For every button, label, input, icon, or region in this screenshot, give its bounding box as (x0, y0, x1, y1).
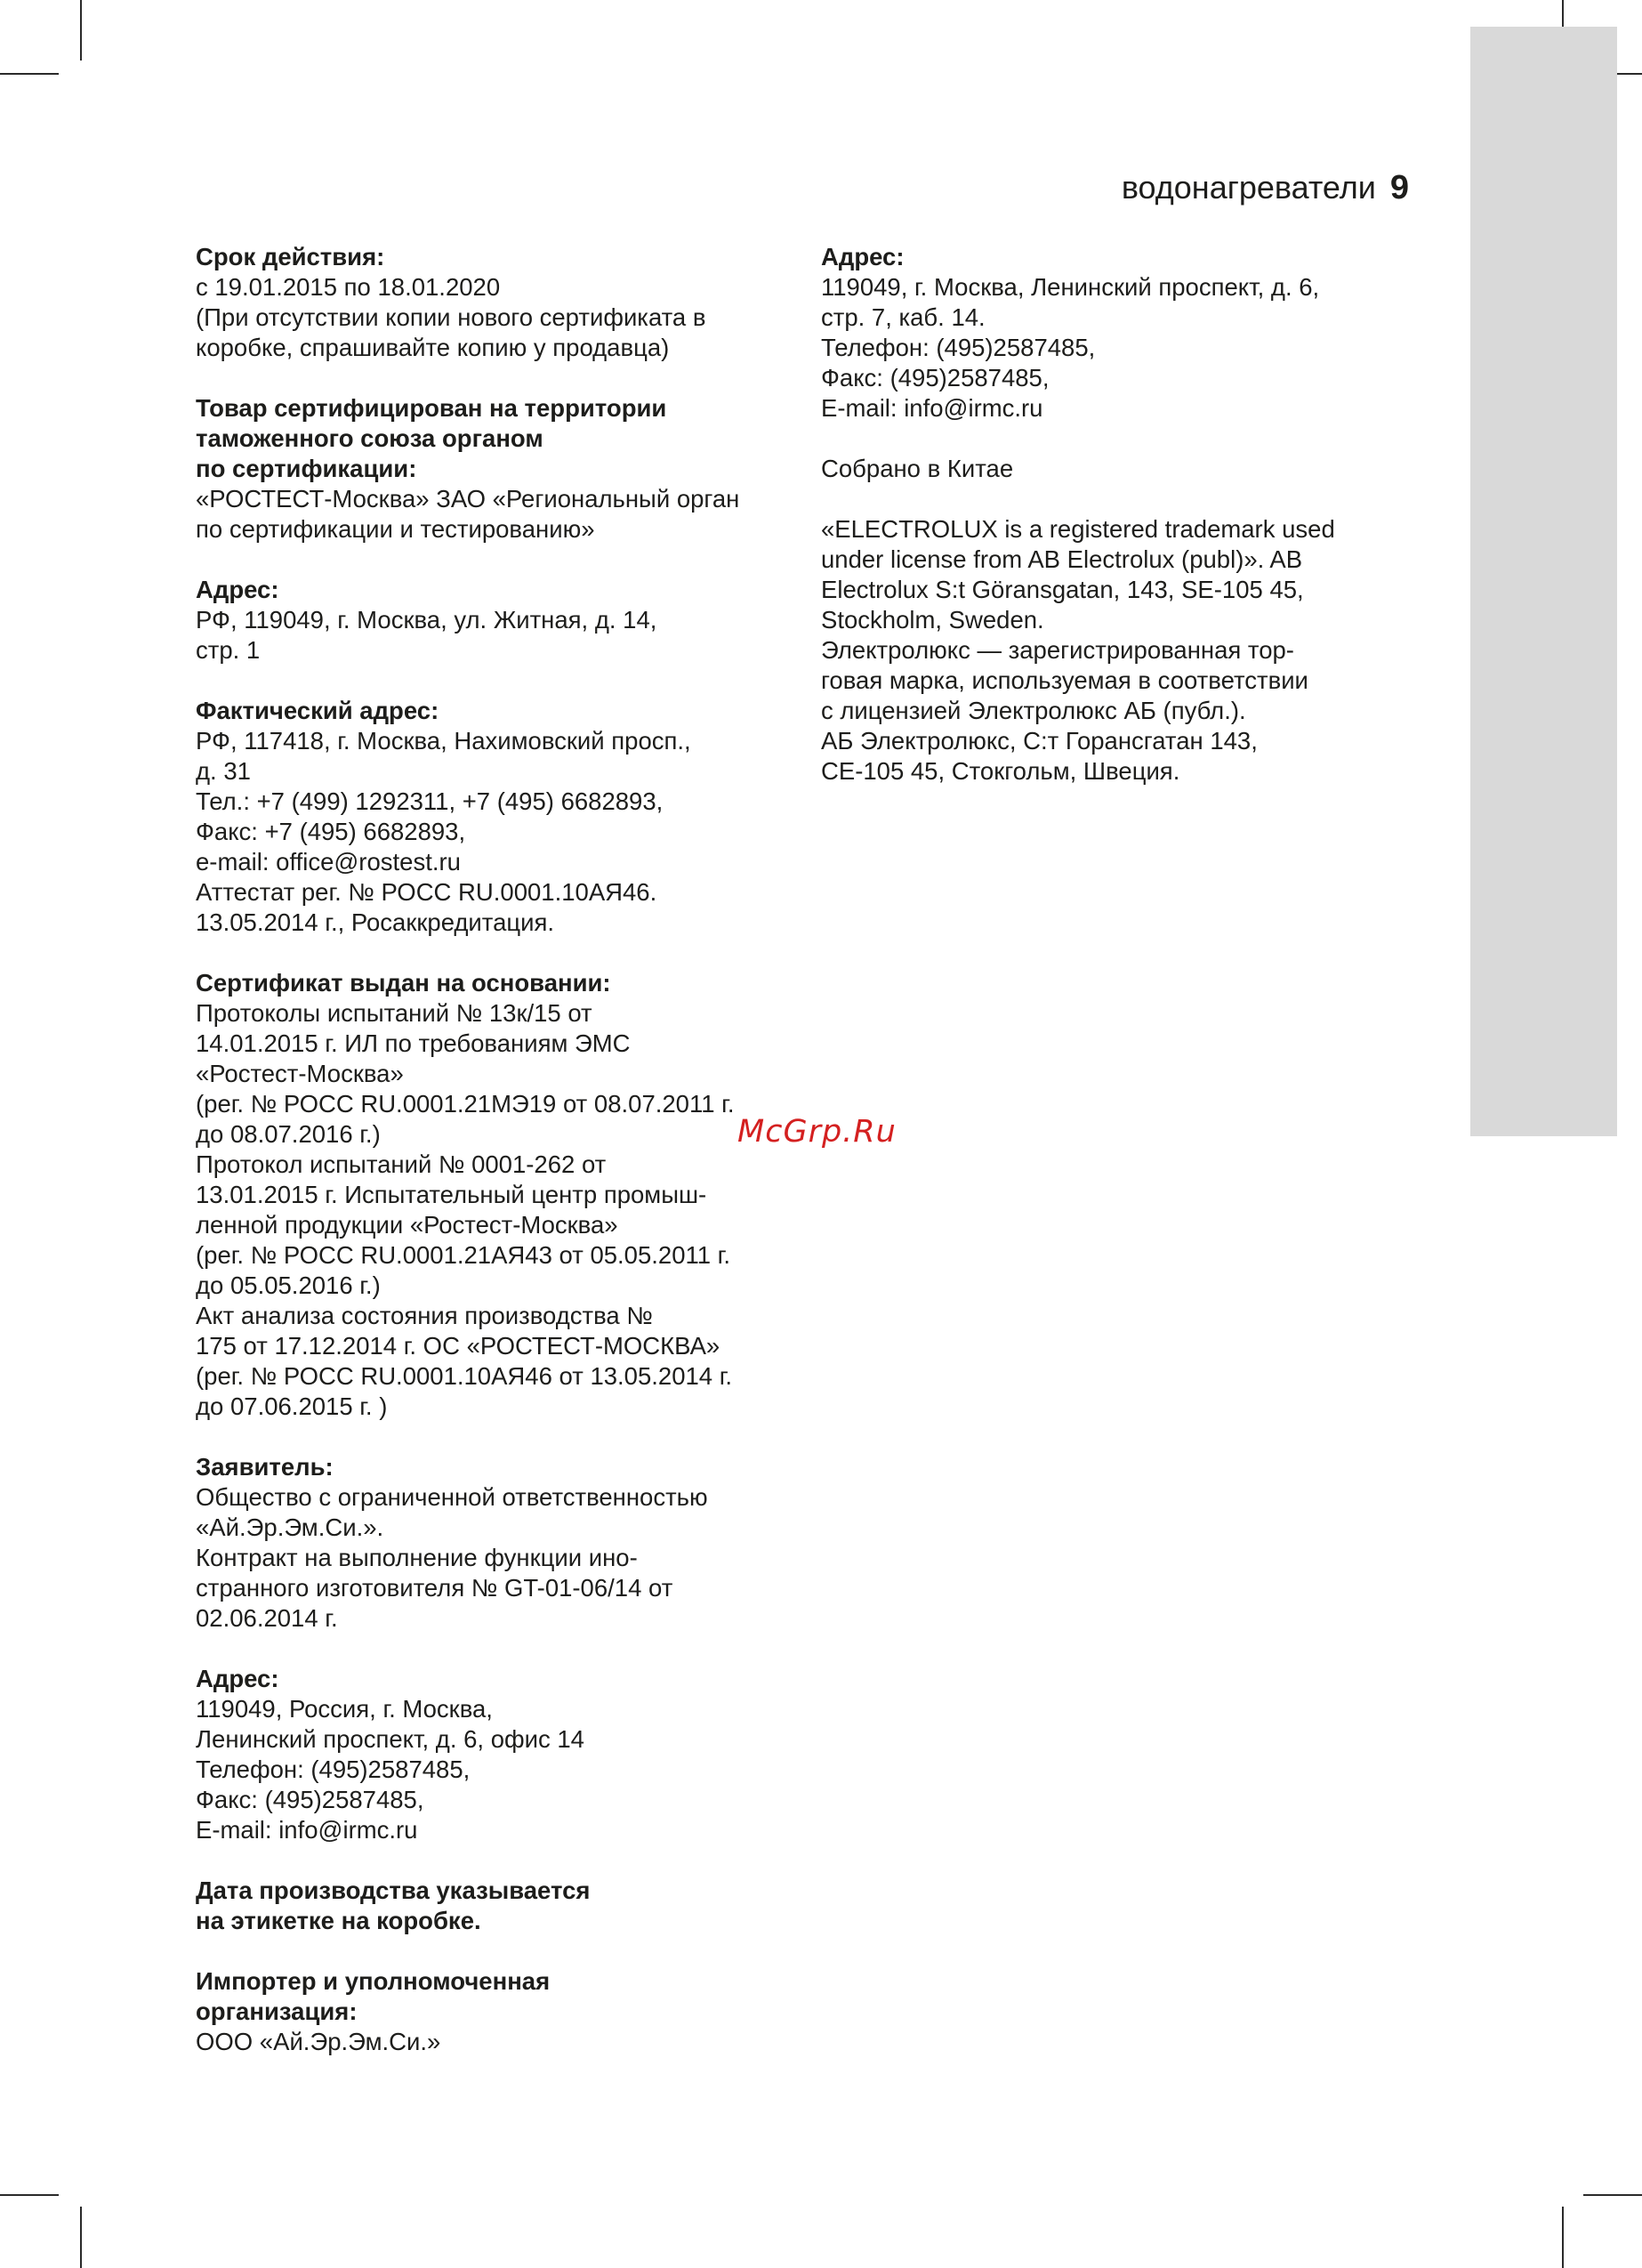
body-text-line: «Ай.Эр.Эм.Си.». (196, 1513, 384, 1541)
text-section (196, 242, 801, 363)
body-text-line: с 19.01.2015 по 18.01.2020 (196, 273, 501, 301)
body-text-line: Телефон: (495)2587485, (196, 1755, 471, 1783)
running-header (1122, 169, 1409, 207)
crop-mark (1562, 2207, 1564, 2268)
body-text-line: АБ Электролюкс, С:т Горансгатан 143, (821, 727, 1258, 755)
body-text-line: Факс: +7 (495) 6682893, (196, 818, 466, 845)
body-text-line: РФ, 119049, г. Москва, ул. Житная, д. 14, (196, 606, 657, 634)
body-text-line: Аттестат рег. № РОСС RU.0001.10АЯ46. (196, 878, 657, 906)
section-heading: Адрес: (821, 243, 905, 270)
text-section (196, 1664, 801, 1845)
body-text-line: СЕ-105 45, Стокгольм, Швеция. (821, 757, 1180, 785)
body-text-line: Общество с ограниченной ответственностью (196, 1483, 708, 1511)
body-text-line: Факс: (495)2587485, (821, 364, 1050, 391)
crop-mark (0, 73, 59, 75)
text-section (821, 514, 1390, 787)
body-text-line: коробке, спрашивайте копию у продавца) (196, 334, 670, 361)
body-text-line: E-mail: info@irmc.ru (821, 394, 1043, 422)
section-heading: на этикетке на коробке. (196, 1907, 481, 1934)
section-heading: Дата производства указывается (196, 1877, 591, 1904)
body-text-line: «ELECTROLUX is a registered trademark used (821, 515, 1335, 543)
watermark: McGrp.Ru (737, 1114, 897, 1150)
body-text-line: 14.01.2015 г. ИЛ по требованиям ЭМС (196, 1029, 631, 1057)
section-title: водонагреватели (1121, 169, 1376, 206)
body-text-line: стр. 7, каб. 14. (821, 303, 986, 331)
text-section (196, 393, 801, 545)
text-section (196, 696, 801, 938)
text-section (196, 1876, 801, 1936)
text-section (196, 968, 801, 1422)
body-text-line: ленной продукции «Ростест-Москва» (196, 1211, 618, 1239)
text-section (196, 1966, 801, 2057)
section-heading: Заявитель: (196, 1453, 334, 1481)
body-text-line: 13.01.2015 г. Испытательный центр промыш- (196, 1181, 707, 1208)
body-text-line: under license from AB Electrolux (publ)». AB (821, 545, 1303, 573)
body-text-line: Stockholm, Sweden. (821, 606, 1044, 634)
body-text-line: 13.05.2014 г., Росаккредитация. (196, 908, 555, 936)
body-text-line: «РОСТЕСТ-Москва» ЗАО «Региональный орган (196, 485, 740, 513)
crop-mark (0, 2194, 59, 2196)
body-text-line: E-mail: info@irmc.ru (196, 1816, 418, 1844)
body-text-line: Телефон: (495)2587485, (821, 334, 1096, 361)
page-number: 9 (1389, 169, 1409, 206)
body-text-line: (рег. № РОСС RU.0001.21АЯ43 от 05.05.2011 г. (196, 1241, 730, 1269)
crop-mark (80, 0, 82, 61)
body-text-line: «Ростест-Москва» (196, 1060, 404, 1087)
body-text-line: Факс: (495)2587485, (196, 1786, 424, 1813)
body-text-line: Акт анализа состояния производства № (196, 1302, 653, 1329)
body-text-line: ООО «Ай.Эр.Эм.Си.» (196, 2028, 441, 2055)
body-text-line: РФ, 117418, г. Москва, Нахимовский просп., (196, 727, 691, 755)
text-section (821, 242, 1390, 424)
text-section (196, 575, 801, 666)
text-section (821, 454, 1390, 484)
section-heading: организация: (196, 1998, 358, 2025)
body-text-line: e-mail: office@rostest.ru (196, 848, 461, 876)
body-text-line: Протокол испытаний № 0001-262 от (196, 1150, 607, 1178)
body-text-line: 119049, г. Москва, Ленинский проспект, д. 6, (821, 273, 1320, 301)
body-text-line: странного изготовителя № GT-01-06/14 от (196, 1574, 673, 1602)
body-text-line: по сертификации и тестированию» (196, 515, 595, 543)
body-text-line: (рег. № РОСС RU.0001.10АЯ46 от 13.05.2014 г. (196, 1362, 733, 1390)
section-heading: Сертификат выдан на основании: (196, 969, 611, 997)
body-text-line: Собрано в Китае (821, 455, 1014, 482)
body-text-line: д. 31 (196, 757, 251, 785)
section-heading: Срок действия: (196, 243, 385, 270)
body-text-line: Контракт на выполнение функции ино- (196, 1544, 638, 1571)
body-text-line: с лицензией Электролюкс АБ (публ.). (821, 697, 1246, 724)
left-column (196, 242, 801, 2087)
section-heading: Товар сертифицирован на территории (196, 394, 667, 422)
right-column (821, 242, 1390, 817)
body-text-line: говая марка, используемая в соответствии (821, 666, 1308, 694)
body-text-line: 02.06.2014 г. (196, 1604, 338, 1632)
side-thumb-tab (1470, 27, 1617, 1136)
body-text-line: до 08.07.2016 г.) (196, 1120, 381, 1148)
body-text-line: (При отсутствии копии нового сертификата в (196, 303, 706, 331)
body-text-line: 119049, Россия, г. Москва, (196, 1695, 493, 1723)
body-text-line: Электролюкс — зарегистрированная тор- (821, 636, 1294, 664)
section-heading: по сертификации: (196, 455, 417, 482)
body-text-line: (рег. № РОСС RU.0001.21МЭ19 от 08.07.2011 г. (196, 1090, 735, 1118)
section-heading: Адрес: (196, 1665, 279, 1692)
body-text-line: до 07.06.2015 г. ) (196, 1392, 388, 1420)
section-heading: Адрес: (196, 576, 279, 603)
section-heading: таможенного союза органом (196, 424, 543, 452)
crop-mark (80, 2207, 82, 2268)
body-text-line: до 05.05.2016 г.) (196, 1271, 381, 1299)
text-section (196, 1452, 801, 1634)
body-text-line: 175 от 17.12.2014 г. ОС «РОСТЕСТ-МОСКВА» (196, 1332, 720, 1360)
section-heading: Фактический адрес: (196, 697, 439, 724)
body-text-line: Electrolux S:t Göransgatan, 143, SE-105 45, (821, 576, 1304, 603)
body-text-line: стр. 1 (196, 636, 261, 664)
crop-mark (1583, 2194, 1642, 2196)
section-heading: Импортер и уполномоченная (196, 1967, 551, 1995)
body-text-line: Протоколы испытаний № 13к/15 от (196, 999, 592, 1027)
body-text-line: Тел.: +7 (499) 1292311, +7 (495) 6682893, (196, 787, 664, 815)
body-text-line: Ленинский проспект, д. 6, офис 14 (196, 1725, 584, 1753)
